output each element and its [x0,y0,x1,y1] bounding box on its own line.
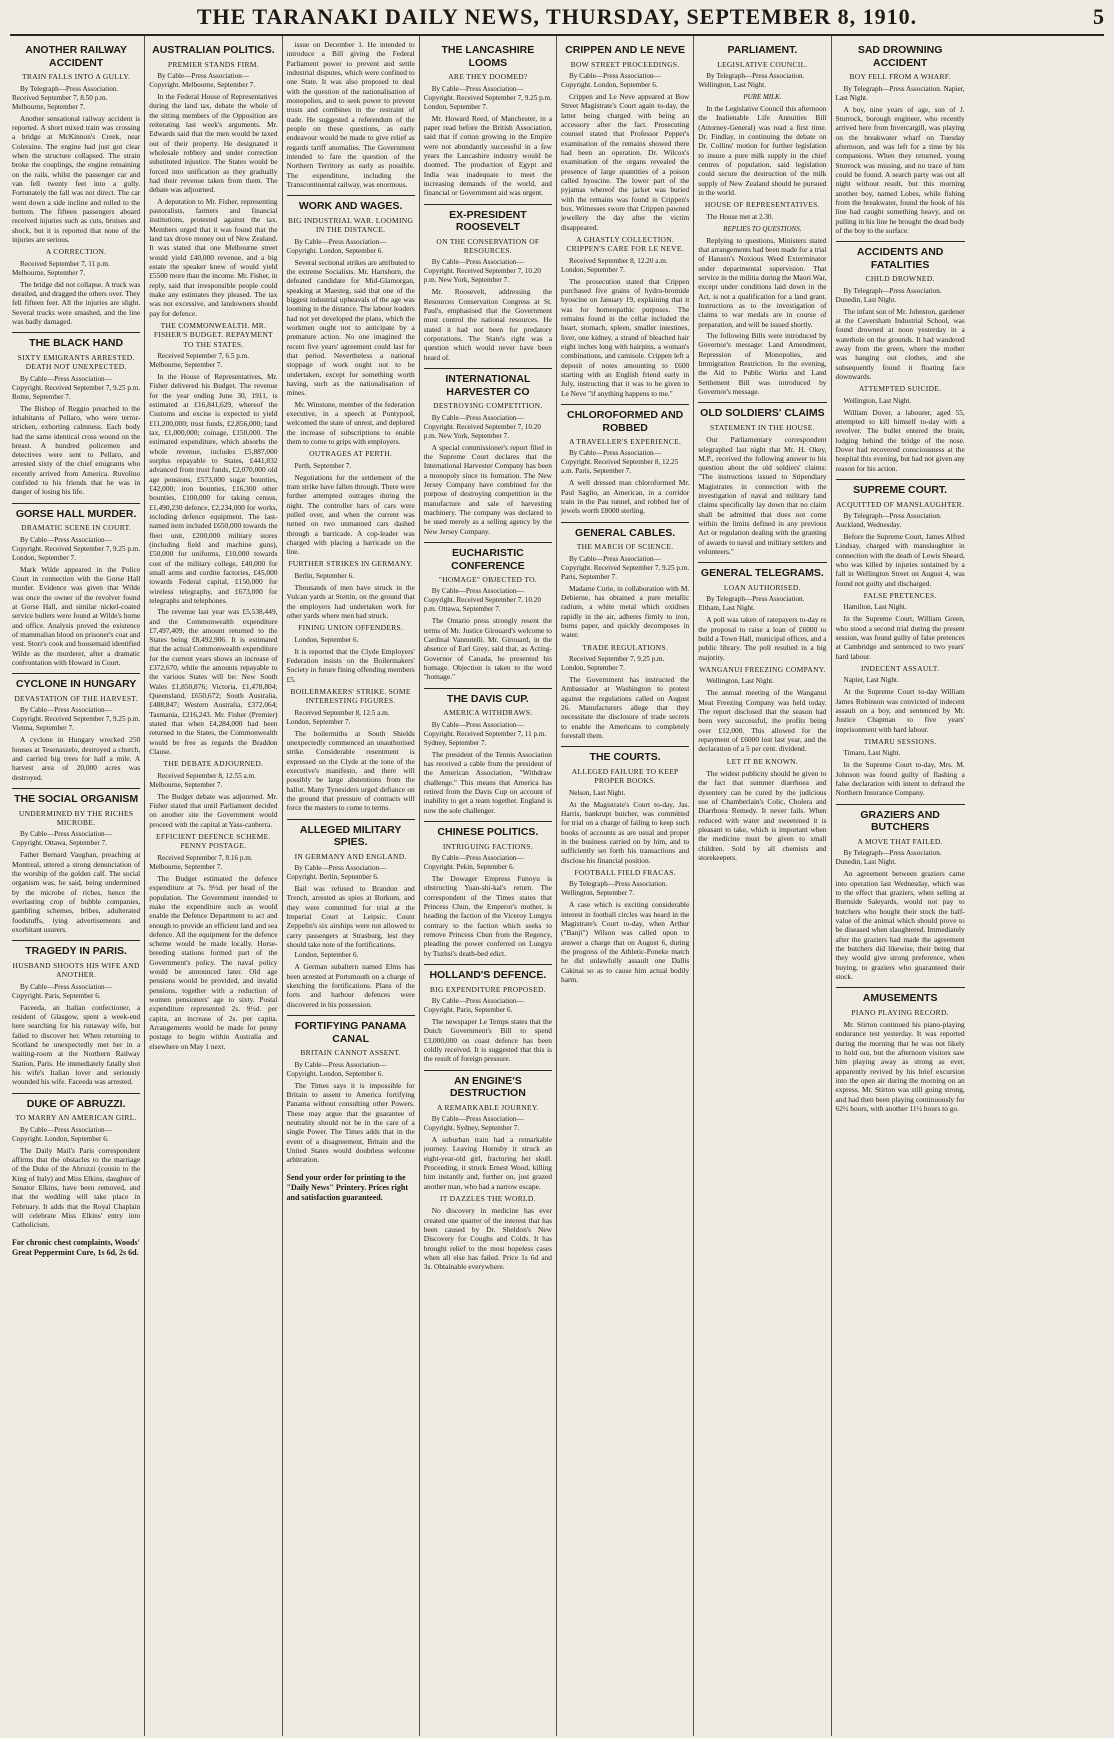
article-headline: PARLIAMENT. [727,44,798,56]
article-paragraph: The Ontario press strongly resent the terms of Mr. Justice Girouard's welcome to Cardinal Vannutelli. Mr. Girouard, in the absence of Earl Grey, said that, as Acting-Governor of Canada, he presented his homage. Objection is taken to the word "homage." [423,616,552,682]
article-subheading: BIG EXPENDITURE PROPOSED. [429,984,546,994]
dateline: Perth, September 7. [294,461,352,470]
article-headline: EX-PRESIDENT ROOSEVELT [449,208,527,234]
article-paragraph: Father Bernard Vaughan, preaching at Montreal, uttered a strong denunciation of the worship of the golden calf. The social organism was, he said, being undermined by the microbe of riches, hence the everlasting crop of bubble companies, gambling schemes, bribes, adulterated foodstuffs, lying advertisements and exorbitant usurers. [12,850,141,934]
article-paragraph: Madame Curie, in collaboration with M. Debierne, has obtained a pure metallic radium, a white metal which oxidises rapidly in the air, adheres firmly to iron, burns paper, and quickly decomposes in water. [561,583,690,640]
article-subheading: TRADE REGULATIONS. [582,642,669,652]
column-rule [561,746,689,747]
article-paragraph: At the Magistrate's Court to-day, Jas. Harris, bankrupt butcher, was committed for trial on a charge of failing to keep such books of accounts as are usual and proper in the business carried on by him, and to sufficiently set forth his transactions and disclose his financial position. [561,799,690,865]
article-subheading: STATEMENT IN THE HOUSE. [709,422,815,432]
article-paragraph: The boilermiths at South Shields unexpectedly commenced an unauthorised strike. Considerable resentment is expressed on the Clyde at the tone of the executive's manifesto, and there will possibly be large abstentions from the ballot. Many Tynesiders urged defiance on the ground that pressure of contracts will force the masters to come to terms. [286,728,415,813]
article-subheading: A MOVE THAT FAILED. [857,836,943,846]
article-subheading: CHILD DROWNED. [865,274,935,284]
article-subheading: A TRAVELLER'S EXPERIENCE. [569,437,682,447]
article-subheading: "HOMAGE" OBJECTED TO. [438,575,537,585]
article-paragraph: The bridge did not collapse. A truck was derailed, and dragged the others over. They fell fifteen feet. All the injuries are slight. Several trucks were smashed, and the line was badly damaged. [12,279,141,326]
column-rule [424,688,552,689]
dateline: By Cable—Press Association—Copyright. London, September 6. [286,1060,387,1078]
article-headline: INTERNATIONAL HARVESTER CO [445,373,531,398]
dateline: By Cable—Press Association—Copyright. Received September 7, 9.25 p.m. Paris, September 7. [561,554,690,581]
article-paragraph: A well dressed man chloroformed Mr. Paul Saglio, an American, in a corridor train in the Pau tunnel, and robbed her of jewels worth £8000 sterling. [561,478,690,516]
column-rule [836,479,965,480]
dateline: The House met at 2.30. [706,212,774,221]
article-headline: CHLOROFORMED AND ROBBED [566,408,684,434]
article-headline: GRAZIERS AND BUTCHERS [860,808,940,834]
article-subheading: INTRIGUING FACTIONS. [442,841,533,851]
dateline: By Cable—Press Association—Copyright. Berlin, September 6. [286,864,387,882]
article-subheading: DEVASTATION OF THE HARVEST. [14,693,138,703]
column-rule [424,542,552,543]
dateline: Received September 8, 12.5 a.m. London, September 7. [286,708,390,726]
article-headline: ACCIDENTS AND FATALITIES [856,246,944,271]
article-subheading: THE DEBATE ADJOURNED. [163,759,264,769]
article-subheading: INDECENT ASSAULT. [860,663,940,673]
article-headline: CHINESE POLITICS. [437,826,539,839]
article-paragraph: Faceeda, an Italian confectioner, a resident of Glasgow, spent a week-end here searching for his runaway wife, but failed to discover her. When returning to Scotland he unexpectedly met her in a waiting-room at the Northern Railway Station, Paris. He immediately fatally shot his wife's Italian lover and seriously wounded his wife. Faceeda was arrested. [12,1002,141,1087]
column-rule [424,821,552,822]
article-subheading: BOW STREET PROCEEDINGS. [570,59,680,69]
dateline: By Cable—Press Association—Copyright. Received September 7, 11 p.m. Sydney, September 7. [423,720,547,747]
dateline: By Cable—Press Association—Copyright. Received September 7, 10.20 p.m. Ottawa, September 7. [423,587,541,614]
column-1 [8,36,145,1736]
article-headline: EUCHARISTIC CONFERENCE [451,546,525,572]
article-headline: THE LANCASHIRE LOOMS [441,44,535,69]
column-rule [698,562,826,563]
dateline: Received September 7, 8.16 p.m. Melbourne, September 7. [149,853,253,871]
article-paragraph: Our Parliamentary correspondent telegraphed last night that Mr. H. Okey, M.P., received the following answer to his question about the old soldiers' claims: "The instructions issued to Stipendiary Magistrates in connection with the investigation of naval and military land claims specifically lay down that no claim shall be admitted that does not come within the limits defined in any previous Act or regulation dealing with the granting of awards to naval and military settlers and volunteers." [698,435,827,557]
article-paragraph: It is reported that the Clyde Employers' Federation insists on the Boilermakers' Society in future fining offending members £5. [286,646,415,684]
column-rule [287,195,415,196]
dateline: London, September 6. [294,635,359,644]
article-paragraph: Mr. Howard Reed, of Manchester, in a paper read before the British Association, said that if cotton growing in the Empire were not abundantly successful in a few years the Lancashire industry would be doomed. The production of Egypt and India was inadequate to meet the increasing demands of the world, and financial or Government aid was urgent. [423,113,552,198]
dateline: By Cable—Press Association—Copyright. London, September 6. [12,1125,112,1143]
article-subheading: UNDERMINED BY THE RICHES MICROBE. [18,808,134,827]
article-headline: AUSTRALIAN POLITICS. [152,44,275,56]
column-rule [836,987,965,988]
column-rule [836,241,965,242]
article-subheading: TIMARU SESSIONS. [863,736,937,746]
column-rule [12,503,140,504]
masthead [10,0,1104,36]
article-paragraph: The annual meeting of the Wanganui Meat Freezing Company was held today. The report disclosed that the season had been very successful, the profits being over £12,000. This allowed for the repayment of £6000 lost last year, and the declaration of a 5 per cent. dividend. [698,688,827,754]
article-subheading: IT DAZZLES THE WORLD. [439,1194,536,1204]
dateline: Received September 8, 12.20 a.m. London, September 7. [561,256,668,274]
article-paragraph: In the Federal House of Representatives during the land tax, debate the whole of the sitting members of the Opposition are reiterating last week's arguments. Mr. Edwards said that the men would be taxed out of their property. He designated it wholesale robbery and under correction substituted injustice. The States would be forced into unification as they gradually had their revenue taken from them. The debate was adjourned. [149,91,278,195]
article-headline: THE COURTS. [589,751,661,764]
dateline: By Cable—Press Association—Copyright. Received September 7, 10.20 p.m. New York, September 7. [423,413,541,440]
article-headline: GENERAL TELEGRAMS. [700,567,824,580]
article-paragraph: Before the Supreme Court, James Alfred Lindsay, charged with manslaughter in connection with the death of Lewis Sheard, who was killed by injuries sustained by a fall in Wellington Street on August 4, was found not guilty and discharged. [835,531,965,588]
article-subheading: FOOTBALL FIELD FRACAS. [574,868,676,878]
article-subheading: ATTEMPTED SUICIDE. [858,384,942,394]
dateline: By Cable—Press Association—Copyright. Received September 7, 9.25 p.m. Vienna, September 7. [12,706,141,733]
article-subheading: EFFICIENT DEFENCE SCHEME. PENNY POSTAGE. [156,832,271,851]
article-subheading: HUSBAND SHOOTS HIS WIFE AND ANOTHER. [12,960,140,980]
article-headline: SAD DROWNING ACCIDENT [857,44,943,69]
article-paragraph: Several sectional strikes are attributed to the extreme Socialists. Mr. Hartshorn, the defeated candidate for Mid-Glamorgan, speaking at Maesteg, said that one of the biggest industrial upheavals of the age was looming in the distance. The labour leaders had not yet developed the plans, which the workmen ought not to anticipate by a premature action. No one imagined the recent five years' agreement could last for that period. Nevertheless a national stoppage of work ought not to be undertaken, except for something worth having, such as the nationalisation of mines. [286,257,415,398]
article-paragraph: Bail was refused to Brandon and Trench, arrested as spies at Borkum, and they were committed for trial at the Imperial Court at Leipsic. Count Zeppelin's six airships were not allowed to carry passengers at Strasburg, lest they should take note of the fortifications. [286,884,415,950]
article-headline: OLD SOLDIERS' CLAIMS [700,407,825,420]
dateline: By Telegraph—Press Association. Napier, Last Night. [835,84,965,102]
dateline: Wellington, Last Night. [706,677,774,686]
article-paragraph: Another sensational railway accident is reported. A short mixed train was crossing a bridge at McKinnon's Creek, near Coleraine. The engine had just got clear when the structure collapsed. The strain broke the couplings, the engine remaining on the rails, whilst the passenger car and van fell twenty feet into a gully. Fortunately the fall was not direct. The car went down a side incline and rolled to the bottom. The fifteen passengers aboard received injuries such as cuts, bruises and shock, but it is reported that none of the injuries are serious. [12,113,141,244]
dateline: Received September 7, 9.25 p.m. London, September 7. [561,655,665,673]
dateline: By Cable—Press Association—Copyright. London, September 6. [561,71,661,89]
dateline: Received September 8, 12.55 a.m. Melbourne, September 7. [149,771,256,789]
article-headline: AMUSEMENTS [862,992,938,1005]
dateline: By Cable—Press Association—Copyright. Sydney, September 7. [423,1115,524,1133]
article-subheading: OUTRAGES AT PERTH. [309,449,393,459]
article-subheading: FINING UNION OFFENDERS. [298,623,404,633]
article-subheading: BIG INDUSTRIAL WAR. LOOMING IN THE DISTANCE. [288,215,414,235]
article-paragraph: The following Bills were introduced by Governor's message: Land Amendment, Repression of Monopolies, and Immigration Restriction. In the evening, the Aid to Public Works and Land Settlement Bill was introduced by Governor's message. [698,330,827,396]
article-subheading: LEGISLATIVE COUNCIL. [717,59,808,69]
column-2 [145,36,282,1736]
dateline: London, September 6. [294,951,359,960]
article-subheading: DRAMATIC SCENE IN COURT. [21,523,132,533]
article-paragraph: The president of the Tennis Association has received a cable from the president of the American Association, "Withdraw challenge." This means that America has retired from the Davis Cup on account of inability to get a team together. England is now the sole challenger. [423,749,552,815]
article-subheading: ON THE CONSERVATION OF RESOURCES. [436,236,540,256]
article-subheading: REPLIES TO QUESTIONS. [723,224,802,233]
dateline: Received September 7, 6.5 p.m. Melbourne, September 7. [149,351,250,369]
article-paragraph: No discovery in medicine has ever created one quarter of the interest that has been caused by Dr. Sheldon's New Discovery for Coughs and Colds. It has brought relief to the most hopeless cases when all else has failed. Price 1s 6d and 3s. Obtainable everywhere. [423,1206,552,1272]
article-subheading: THE MARCH OF SCIENCE. [576,542,674,552]
article-paragraph: An agreement between graziers came into operation last Wednesday, which was to the effect that graziers, when selling at Burnside Saleyards, would not pay to butchers who bought their stock the half-value of the animal which should prove to be diseased when slaughtered. Immediately after the graziers had made the agreement the butchers did likewise, their being that they would give strong preference, when buying, to graziers who guaranteed their stock. [835,869,965,981]
article-headline: DUKE OF ABRUZZI. [26,1097,126,1110]
dateline: By Cable—Press Association—Copyright. Paris, September 6. [423,996,524,1014]
dateline: By Cable—Press Association—Copyright. Received September 7, 10.20 p.m. New York, September 7. [423,258,541,285]
dateline: By Telegraph—Press Association. Wellington, September 7. [561,880,668,898]
article-subheading: A GHASTLY COLLECTION. CRIPPEN'S CARE FOR LE NEVE. [566,234,684,254]
article-subheading: BOY FELL FROM A WHARF. [849,72,951,82]
article-subheading: FALSE PRETENCES. [863,590,937,600]
dateline: Timaru, Last Night. [843,749,901,758]
dateline: Nelson, Last Night. [569,788,626,797]
article-paragraph: A case which is exciting considerable interest in football circles was heard in the Magistrate's Court to-day, when Arthur ("Banji") Wilson was called upon to answer a charge that on August 6, during the progress of the Athletic-Poneke match he did unlawfully assault one Dallis Cakinai so as to cause him actual bodily harm. [561,900,690,985]
article-headline: ANOTHER RAILWAY ACCIDENT [25,44,127,69]
article-subheading: AMERICA WITHDRAWS. [443,708,533,718]
dateline: By Cable—Press Association—Copyright. Received September 7, 9.25 p.m. Rome, September 7. [12,374,141,401]
article-paragraph: issue on December 1. He intended to introduce a Bill giving the Federal Parliament power to prevent and settle industrial disputes, which were confined to one State. It was also proposed to deal with the question of the nationalisation of monopolies, and to seek power to prevent trusts and combines in the restraint of trade. He suggested a referendum of the people on these questions, as early endeavour would be made to give relief as regards tariff anomalies. The Government intended to fare the question of the Northern Territory as early as possible. The expenditure, including the Transcontinental railway, was enormous. [286,40,415,189]
page-number: 5 [1093,4,1104,29]
dateline: Napier, Last Night. [843,676,899,685]
article-paragraph: A suburban train had a remarkable journey. Leaving Hornsby it struck an eight-year-old girl, fracturing her skull. Proceeding, it struck Ernest Wood, killing him instantly and, further on, just grazed another man, who had a narrow escape. [423,1135,552,1191]
column-rule [561,404,689,405]
article-paragraph: Thousands of men have struck in the Vulcan yards at Stettin, on the ground that the employers had undertaken work for other yards where men had struck. [286,582,415,620]
article-paragraph: A special commissioner's report filed in the Supreme Court declares that the International Harvester Company has been a monopoly since its formation. The New Jersey Company have combined for the purpose of destroying competition in the manufacture and sale of harvesting machinery. The company was declared to be used merely as a selling agency by the New Jersey Company. [423,442,552,536]
dateline: By Telegraph—Press Association. Eltham, Last Night. [698,595,805,613]
article-paragraph: Mark Wilde appeared in the Police Court in connection with the Gorse Hall murder. Evidence was given that Wilde was once the owner of the revolver found at Gorse Hall, and similar nickel-coated service bullets were found at Wilde's home and office. Analysis proved the existence of mammalian blood on prisoner's coat and vest. Storr's cook and housemaid identified Wilde as the murderer, after a dramatic confrontation with Howard in Court. [12,564,141,668]
column-4 [420,36,557,1736]
dateline: By Cable—Press Association—Copyright. London, September 6. [286,237,387,255]
dateline: By Telegraph—Press Association. Dunedin, Last Night. [835,286,942,304]
article-paragraph: The Daily Mail's Paris correspondent affirms that the obstacles to the marriage of the Duke of the Abruzzi (cousin to the King of Italy) and Miss Elkins, daughter of Senator Elkins, have been removed, and that the wedding will take place in February. It adds that the Royal Chaplain will celebrate Miss Elkins' entry into Catholicism. [12,1145,141,1230]
dateline: Received September 7, 11 p.m. Melbourne, September 7. [12,259,110,277]
article-paragraph: The widest publicity should be given to the fact that summer diarrhoea and dysentery can be cured by the judicious use of Chamberlain's Colic, Cholera and Diarrhoea Remedy. It never fails. When reduced with water and sweetened it is pleasant to take, which is important when the medicine must be given to small children. Sold by all chemists and storekeepers. [698,769,827,863]
dateline: Berlin, September 6. [294,571,354,580]
dateline: By Telegraph—Press Association. Received September 7, 8.50 p.m. Melbourne, September 7. [12,84,119,111]
article-paragraph: Crippen and Le Neve appeared at Bow Street Magistrate's Court again to-day, the latter being charged with being an accessory after the fact. Prosecuting counsel stated that Professor Pepper's examination of the remains showed there had been an operation. Dr. Wilcox's examination of the organs revealed the presence of large quantities of a poison called hyoscine. The lower part of the pyjamas whereof the jacket was buried with the remains was found in Crippen's box. Witnesses swore that Crippen pawned jewellery the day after the victim disappeared. [561,91,690,232]
article-headline: TRAGEDY IN PARIS. [25,945,127,958]
article-subheading: TRAIN FALLS INTO A GULLY. [22,72,131,82]
article-headline: GORSE HALL MURDER. [15,507,137,520]
article-subheading: ALLEGED FAILURE TO KEEP PROPER BOOKS. [571,766,679,786]
article-subheading: A CORRECTION. [45,247,107,257]
article-paragraph: A cyclone in Hungary wrecked 250 houses at Tesenaszelo, destroyed a church, and carried big trees for half a mile. A harvest area of 20,000 acres was destroyed. [12,735,141,782]
column-rule [12,940,140,941]
dateline: By Cable—Press Association—Copyright. Received September 8, 12.25 a.m. Paris, September 7. [561,449,679,476]
article-subheading: DESTROYING COMPETITION. [433,401,543,411]
dateline: By Cable—Press Association—Copyright. Received September 7, 9.25 p.m. London, September 7. [423,84,552,111]
column-rule [424,368,552,369]
article-subheading: THE COMMONWEALTH. MR. FISHER'S BUDGET. REPAYMENT TO THE STATES. [153,320,273,349]
article-headline: AN ENGINE'S DESTRUCTION [449,1074,526,1100]
column-7 [832,36,969,1736]
column-rule [561,522,689,523]
dateline: By Telegraph—Press Association. Wellington, Last Night. [698,71,805,89]
article-paragraph: A deputation to Mr. Fisher, representing pastoralists, farmers and financial institutions, protested against the tax. Members urged that it was found that the land tax drove money out of New Zealand. It was stated that one Melbourne street would yield £40,000 revenue, and a big estate the speaker knew of would yield £5500 more than the income. Mr. Fisher, in reply, said that irresponsible people could make any estimates they pleased. The tax was not excessive, and landowners should pay for defence. [149,196,278,318]
article-paragraph: The Budget estimated the defence expenditure at 7s. 9½d. per head of the population. The Government intended to make the expenditure such as would enable the Defence Department to act and enough to provide an efficient land and sea defence. All the equipment for the defence scheme would be made locally. Horse-breeding stations formed part of the Government's policy. The naval policy would be announced later. Old age pensions would be provided, and invalid pensions, together with a reduction of women pensioners' age to sixty. Postal expenditure represented 2s. 9½d. per capita, an increase of 2s. per capita. Arrangements would be made for penny postage to begin within Australia and elsewhere on May 1 next. [149,873,278,1051]
article-subheading: TO MARRY AN AMERICAN GIRL. [15,1113,137,1123]
article-subheading: LOAN AUTHORISED. [723,583,801,593]
article-headline: GENERAL CABLES. [575,526,676,539]
column-rule [836,804,965,805]
article-paragraph: The revenue last year was £5,538,449, and the Commonwealth expenditure £7,497,409, the amount returned to the States being £8,492,906. It is estimated that the actual Commonwealth expenditure for the current years shows an increase of £372,670, while the amounts repayable to the various States will be: New South Wales £1,850,876; Victoria, £1,478,804; Queensland, £650,672; South Australia, £488,847; Western Australia, £372,064; Tasmania, £216,243. Mr. Fisher (Premier) stated that when £4,284,000 had been returned to the States, the Commonwealth would be free as regards the Braddon Clause. [149,607,278,757]
newspaper-title: THE TARANAKI DAILY NEWS, THURSDAY, SEPTEMBER 8, 1910. [196,4,918,29]
article-paragraph: The Budget debate was adjourned. Mr. Fisher stated that until Parliament decided on another site the Government would proceed with the capital at Yass-canberra. [149,791,278,829]
article-paragraph: The newspaper Le Temps states that the Dutch Government's Bill to spend £3,000,000 on coast defence has been coldly received. It is suggested that this is the result of foreign pressure. [423,1016,552,1064]
column-rule [12,1093,140,1094]
article-headline: THE SOCIAL ORGANISM [14,792,139,805]
article-paragraph: A poll was taken of ratepayers to-day re the proposal to raise a loan of £6000 to build a Town Hall, municipal offices, and a public library. The poll resulted in a big majority. [698,615,827,662]
column-rule [287,819,415,820]
article-headline: THE DAVIS CUP. [446,692,529,705]
article-subheading: SIXTY EMIGRANTS ARRESTED. DEATH NOT UNEXPECTED. [17,352,135,372]
column-rule [424,964,552,965]
article-headline: HOLLAND'S DEFENCE. [429,968,547,981]
article-subheading: BRITAIN CANNOT ASSENT. [300,1048,401,1058]
article-subheading: PURE MILK. [743,92,782,101]
advertisement-line: Send your order for printing to the "Daily News" Printery. Prices right and satisfaction guaranteed. [286,1172,409,1202]
article-paragraph: In the Legislative Council this afternoon the Inalienable Life Annuities Bill (Attorney-General) was read a first time. Dr. Findlay, in continuing the debate on Dr. Collins' motion for further legislation to insure a pure milk supply in the chief centres of population, said legislation could secure the destruction of the milk supply of New Zealand should be pursued in the world. [698,103,827,197]
columns [8,36,1106,1736]
article-subheading: BOILERMAKERS' STRIKE. SOME INTERESTING FIGURES. [290,686,411,706]
article-paragraph: A German subaltern named Elms has been arrested at Portsmouth on a charge of sketching the fortifications. Plans of the forts and harbour defences were discovered in his possession. [286,962,415,1009]
article-subheading: WANGANUI FREEZING COMPANY. [698,665,826,675]
article-paragraph: Mr. Winstone, member of the federation executive, in a speech at Pontypool, welcomed the state of unrest, and deplored the increase of subscriptions to enable them to come to grips with employers. [286,399,415,446]
article-subheading: LET IT BE KNOWN. [726,756,798,766]
column-rule [12,332,140,333]
article-subheading: ACQUITTED OF MANSLAUGHTER. [836,499,965,509]
article-headline: WORK AND WAGES. [298,200,403,213]
article-paragraph: The Bishop of Reggio preached to the inhabitants of Pellaro, who were terror-stricken, exhorting calmness. Each body had the same identical cross wound on the breast. A hundred policemen and detectives were sent to Pellaro, and arrested sixty of the chief emigrants who recently arrived from America. Ruvolino confided to his friends that he was in danger of losing his life. [12,403,141,497]
article-headline: ALLEGED MILITARY SPIES. [299,823,402,849]
dateline: Wellington, Last Night. [843,396,912,405]
dateline: By Cable—Press Association—Copyright. Melbourne, September 7. [149,71,256,89]
dateline: By Telegraph—Press Association. Dunedin, Last Night. [835,849,942,867]
article-headline: CYCLONE IN HUNGARY [15,678,137,691]
article-paragraph: Mr. Roosevelt, addressing the Resources Conservation Congress at St. Paul's, emphasised that the Government must control the national resources. He stated it had not been for predatory corporations. The State's right was a question which would never have been heard of. [423,287,552,362]
article-headline: CRIPPEN AND LE NEVE [565,44,686,56]
article-paragraph: In the Supreme Court to-day, Mrs. M. Johnson was found guilty of flashing a false declaration with intent to defraud the Northern Insurance Company. [835,760,965,798]
article-paragraph: At the Supreme Court to-day William James Robinson was convicted of indecent assault on a boy, and sentenced by Mr. Justice Chapman to five years' imprisonment with hard labour. [835,687,965,734]
article-paragraph: Negotiations for the settlement of the tram strike have fallen through. There were further attempted outrages during the night. The controller bars of cars were pulled over, and when the current was turned on two unmanned cars dashed through a barricade. A cop-leader was charged with placing a barricade on the line. [286,472,415,557]
column-rule [424,204,552,205]
column-3 [283,36,420,1736]
article-paragraph: The Times says it is impossible for Britain to assent to America fortifying Panama without consulting other Powers. These may argue that the guarantee of neutrality should not be in the care of a single Power. The Times adds that in the event of a disagreement, Britain and the United States would doubtless welcome arbitration. [286,1080,415,1165]
article-paragraph: The Dowager Empress Funoyu is obstructing Yuan-shi-kai's return. The correspondent of the Times states that Princess Chun, the Emperor's mother, is heading the faction of the Viceroy Lungyu contrary to the faction which seeks to remove Princess Chun from the Regency, pleading the power conferred on Lungyu by Tuzhsi's death-bed edict. [423,874,552,958]
column-rule [424,1070,552,1071]
advertisement-line: For chronic chest complaints, Woods' Great Peppermint Cure, 1s 6d, 2s 6d. [12,1237,140,1257]
dateline: By Telegraph—Press Association. Auckland, Wednesday. [835,511,942,529]
article-subheading: FURTHER STRIKES IN GERMANY. [288,559,413,569]
dateline: By Cable—Press Association—Copyright. Pekin, September 6. [423,854,524,872]
column-rule [12,788,140,789]
article-paragraph: The prosecution stated that Crippen purchased five grains of hydro-bromide hyoscine on January 19, explaining that it was for homeopathic purposes. The remains found in the cellar included the heart, stomach, spleen, smaller intestines, liver, one kidney, a strand of bleached hair eight inches long with hairpins, a woman's combinations, and camisole. Crippen left a deposit of notes amounting to £600 starting with an English friend early in July, instructing that it was to be given to Le Neve "if anything happens to me." [561,276,690,398]
dateline: By Cable—Press Association—Copyright. Received September 7, 9.25 p.m. London, September 7. [12,535,141,562]
article-paragraph: In the Supreme Court, William Green, who stood a second trial during the present session, was found guilty of false pretences at Cambridge and sentenced to two years' hard labour. [835,614,965,661]
article-paragraph: The infant son of Mr. Johnston, gardener at the Caversham Industrial School, was found drowned at noon yesterday in a waterhole on the grounds. It had wandered away from the green, where the mother was hanging out clothes, and she subsequently found it floating face downwards. [835,306,965,382]
article-paragraph: The Government has instructed the Ambassador at Washington to protest against the regulations called on August 26. Manufacturers allege that they necessitate the disclosure of trade secrets to enable the Americans to completely forestall them. [561,675,690,741]
article-subheading: ARE THEY DOOMED? [448,72,528,82]
article-subheading: IN GERMANY AND ENGLAND. [294,851,407,861]
article-paragraph: William Dover, a labourer, aged 55, attempted to kill himself to-day with a revolver. The bullet entered the brain, lodging behind the bridge of the nose. Dover had recovered consciousness at the hospital this evening, but had not given any reason for his action. [835,407,965,473]
dateline: By Cable—Press Association—Copyright. Ottawa, September 7. [12,830,112,848]
article-subheading: HOUSE OF REPRESENTATIVES. [704,200,820,210]
article-headline: FORTIFYING PANAMA CANAL [294,1020,407,1045]
column-rule [698,402,826,403]
article-paragraph: Replying to questions, Ministers stated that arrangements had been made for a trial of Hansen's Noxious Weed Exterminator under departmental supervision. That service in the militia during the Maori War, except under conditions laid down in the Act, is not a qualification for a land grant. Instructions as to the investigation of claims to war medals are in course of preparation, and will be issued shortly. [698,235,827,329]
article-subheading: A REMARKABLE JOURNEY. [436,1102,539,1112]
column-rule [12,673,140,674]
article-headline: THE BLACK HAND [29,337,124,350]
dateline: By Cable—Press Association—Copyright. Paris, September 6. [12,982,112,1000]
column-6 [694,36,831,1736]
article-subheading: PREMIER STANDS FIRM. [167,59,259,69]
article-subheading: PIANO PLAYING RECORD. [851,1007,949,1017]
article-paragraph: Mr. Stirton continued his piano-playing endurance test yesterday. It was reported during the morning that he was not likely to hold out, but the afternoon visitors saw him playing away as strong as ever, apparently revived by his brief excursion into the open air during the morning on an express. Mr. Stirton was still going strong, and had then been playing continuously for 62½ hours, with another 11½ hours to go. [835,1020,965,1114]
column-rule [287,1015,415,1016]
dateline: Hamilton, Last Night. [843,603,907,612]
article-headline: SUPREME COURT. [853,484,948,497]
article-paragraph: A boy, nine years of age, son of J. Sturrock, borough engineer, who recently arrived here from Invercargill, was playing on the breakwater wharf on Tuesday afternoon, and was left for a time by his companions. When they returned, young Sturrock was missing, and no trace of him could be found. A search party was out all night without result, but this morning another boy, named Lobes, while fishing from the breakwater, found the hook of his line had caught something heavy, and on pulling in his line he brought the dead body of the boy to the surface. [835,104,965,235]
column-5 [557,36,694,1736]
article-paragraph: In the House of Representatives, Mr. Fisher delivered his Budget. The revenue for the year ending June 30, 1911, is estimated at £16,841,629, whereof the Customs and excise is expected to yield £11,200,000; trust funds, £2,856,000; land tax, £1,000,000; coinage, £150,000. The estimated expenditure, which absorbs the whole revenue, includes £5,887,000 surplus repayable to States, £441,832 advanced from trust funds, £2,070,000 old age pensions, £573,000 sugar bounties, £42,000; iron bounties, £16,300 other bounties, £100,000 for taking census, £1,490,230 defence, £2,234,000 for works, including defence equipment. The last-named item included £650,000 towards the fleet unit, £200,000 military stores (including field and machine guns), £50,000 for uniforms, £10,000 towards cost of the military college, £40,000 for small arms and cordite factories, £45,000 towards Federal capital, £150,000 for wireless telegraphy, and £673,000 for telegraphs and telephones. [149,371,278,605]
